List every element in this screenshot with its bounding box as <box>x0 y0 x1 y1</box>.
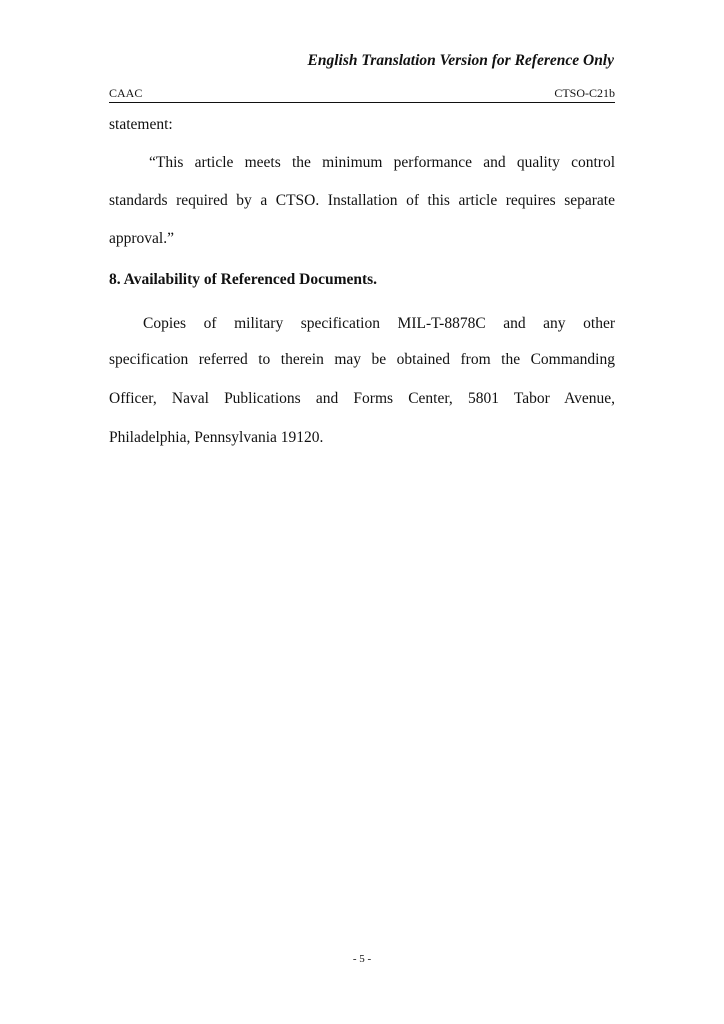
section-heading: 8. Availability of Referenced Documents. <box>109 271 378 288</box>
paragraph-line-4: Philadelphia, Pennsylvania 19120. <box>109 429 324 446</box>
header-organization: CAAC <box>109 86 143 100</box>
body-line-statement: statement: <box>109 116 173 133</box>
running-header <box>109 86 615 103</box>
quote-line-1: “This article meets the minimum performance and quality control <box>149 154 615 171</box>
page-number: - 5 - <box>352 953 372 965</box>
quote-line-2: standards required by a CTSO. Installation of this article requires separate <box>109 192 615 209</box>
paragraph-line-1: Copies of military specification MIL-T-8878C and any other <box>143 315 615 332</box>
header-document-id: CTSO-C21b <box>554 86 615 100</box>
paragraph-line-3: Officer, Naval Publications and Forms Center, 5801 Tabor Avenue, <box>109 390 615 407</box>
paragraph-line-2: specification referred to therein may be obtained from the Commanding <box>109 351 615 368</box>
quote-line-3: approval.” <box>109 230 174 247</box>
translation-disclaimer: English Translation Version for Reference Only <box>307 52 614 69</box>
